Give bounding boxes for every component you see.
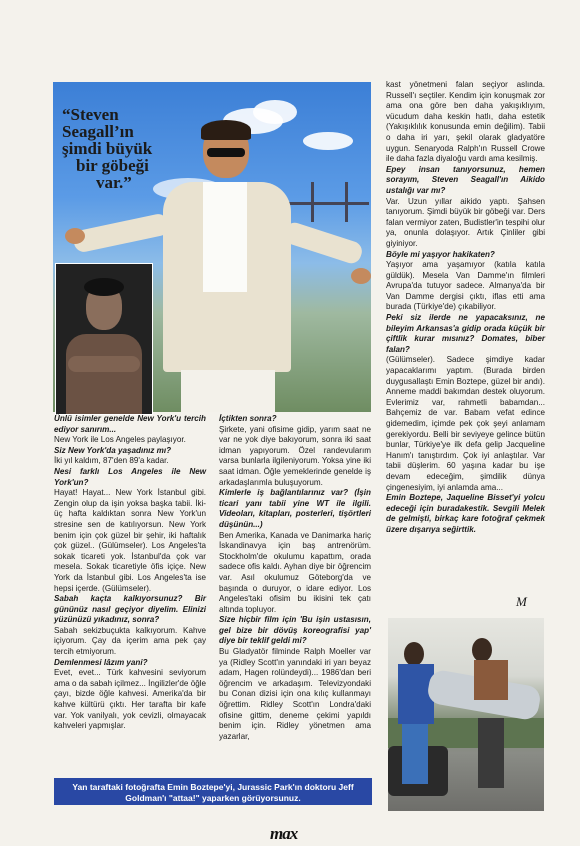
magazine-logo: max — [270, 824, 298, 843]
interview-answer: New York ile Los Angeles paylaşıyor. — [54, 435, 186, 445]
interview-question: Peki siz ilerde ne yapacaksınız, ne bileyim Arkansas'a gidip orada küçük bir çiftlik kurar mısınız? Domates, biber falan? — [386, 313, 545, 354]
interview-answer: Bu Gladyatör filminde Ralph Moeller var ya (Ridley Scott'ın yanındaki iri yarı beyaz adam, Hagen rolündeydi)... 1986'dan beri öğrencim ve arkadaşım. Televizyondaki bu Conan dizisi için ona kılıç kullanmayı öğrettim. Ridley Scott'ın Londra'daki ofisine gittim, deneme çekimi yapıldı benim için. Ridley yönetmen ama yazarlar, — [219, 647, 371, 741]
interview-answer: kast yönetmeni falan seçiyor aslında. Russell'ı seçtiler. Kendim için konuşmak zor ama ona göre ben daha yakışıklıyım, vücudum daha keskin hatlı, daha estetik (Yakışıklılık konusunda emin değilim). Tabii o daha iri yarı, şekil olarak gladyatöre uygun. Senaryoda Ralph'ın Russell Crowe ile daha fazla diyaloğu vardı ama kesilmiş. — [386, 80, 545, 164]
interview-question: Emin Boztepe, Jaqueline Bisset'yi yolcu edeceği için buradakestik. Sevgili Melek de gelmişti, birkaç kare fotoğraf çekmek üzere dışarıya seğirttik. — [386, 493, 545, 534]
interview-answer: İki yıl kaldım, 87'den 89'a kadar. — [54, 456, 169, 466]
action-photo — [388, 618, 544, 811]
interview-question: Epey insan tanıyorsunuz, hemen sorayım, Steven Seagall'ın Aikido ustalığı var mı? — [386, 164, 545, 195]
interview-answer: Şirkete, yani ofisime gidip, yarım saat ne var ne yok diye bakıyorum, sonra iki saat idman yapıyorum. Özel randevularım varsa bunlarla ilgileniyorum. Yoksa yine iki saat idman. Öğle yemeklerinde genelde iş arkadaşlarımla buluşuyorum. — [219, 424, 371, 487]
interview-question: Demlenmesi lâzım yani? — [54, 657, 148, 667]
interview-question: Böyle mi yaşıyor hakikaten? — [386, 249, 495, 259]
signature: M — [516, 594, 527, 609]
column-middle — [219, 414, 371, 742]
interview-question: İçtikten sonra? — [219, 414, 277, 423]
photo-caption: Yan taraftaki fotoğrafta Emin Boztepe'yi, Jurassic Park'ın doktoru Jeff Goldman'ı "attaa!" yaparken görüyorsunuz. — [54, 778, 372, 805]
inset-portrait — [55, 263, 153, 415]
column-left — [54, 414, 206, 732]
interview-answer: Evet, evet... Türk kahvesini seviyorum ama o da sabah içilmez... İngilizler'de öğle çayı, bizde öğle kahvesi. Amerika'da bir kahve kültürü çıktı. Her tarafta bir kafe var. Yok vanilyalı, yok cevizli, olmayacak kahveleri yapmışlar. — [54, 668, 206, 731]
interview-answer: Ben Amerika, Kanada ve Danimarka hariç İskandinavya için baş antrenörüm. Stockholm'de okulumu kapattım, orada sadece ofis kaldı. Ayhan diye bir öğrencim var. Asıl okulumuz Göteborg'da ve başında o duruyor, o idare ediyor. Los Angeles'taki ofisim bu ikisini tek çatı altında topluyor. — [219, 530, 371, 614]
interview-answer: Sabah sekizbuçukta kalkıyorum. Kahve içiyorum. Çay da içerim ama pek çay tercih etmiyorum. — [54, 625, 206, 657]
interview-answer: Var. Uzun yıllar aikido yaptı. Şahsen tanıyorum. Şimdi büyük bir göbeği var. Ders falan vermiyor zaten, Budistler'in tespihi olur ya, onunla dolaşıyor. Artık Çinliler gibi giyiniyor. — [386, 196, 545, 248]
column-right — [386, 80, 545, 536]
interview-question: Nesi farklı Los Angeles ile New York'un? — [54, 466, 206, 487]
interview-question: Siz New York'da yaşadınız mı? — [54, 445, 172, 455]
interview-question: Sabah kaçta kalkıyorsunuz? Bir gününüz nasıl geçiyor diyelim. Elinizi yüzünüzü yıkadınız, sonra? — [54, 594, 206, 625]
interview-question: Size hiçbir film için 'Bu işin ustasısın, gel bize bir dövüş koreografisi yap' diye bir teklif geldi mi? — [219, 615, 371, 646]
interview-answer: Yaşıyor ama yaşamıyor (katıla katıla güldük). Mesela Van Damme'ın filmleri Avrupa'da tutuyor sadece. Almanya'da bir Van Damme dergisi çıktı, iflas etti ama burada (Türkiye'de) çıkabiliyor. — [386, 260, 545, 312]
interview-question: Kimlerle iş bağlantılarınız var? (İşin ticari yanı tabii yine WT ile ilgili. Videoları, kitapları, posterleri, tişörtleri düşünün...) — [219, 488, 371, 529]
interview-answer: (Gülümseler). Sadece şimdiye kadar yapacaklarımı yaptım. (Burada birden duygusallaştı Emin Boztepe, güzel bir andı). Anneme maddi bakımdan destek oluyorum. Evlerimiz var, rahmetli babamdan... Bahçemiz de var. Babam vefat edince gidemedim, içimde pek çok şeyi anlamam gerekiyordu. Belli bir seviyeye gelince bütün bunlar, Türkiye'ye ilk defa gelip Jacqueline Hanım'ı tanıştırdım. Çok iyi anlaştılar. Var tabii düşlerim. 60 yaşına kadar bu işe devam edeceğim, şimdilik dünya çingenesiyim, iyi anlamda ama... — [386, 355, 545, 492]
pull-quote: “Steven Seagall’ın şimdi büyük bir göbeği var.” — [62, 105, 153, 192]
interview-answer: Hayat! Hayat... New York İstanbul gibi. Zengin olup da işin yoksa başka tabii. İki-üç hafta kaldıktan sonra New York'un stresine sen de katılıyorsun. New York benim için çok güzel bir şehir, iki haftalık çok güzel.. (Gülümseler). Los Angeles'ta sokak ticareti yok. İstanbul'da çok var mesela. Sokak ticaretiyle öfis içiçe. New York da İstanbul gibi. Los Angeles'ta ise hepsi içerde. (Gülümseler). — [54, 488, 206, 593]
interview-question: Ünlü isimler genelde New York'u tercih ediyor sanırım... — [54, 414, 206, 434]
